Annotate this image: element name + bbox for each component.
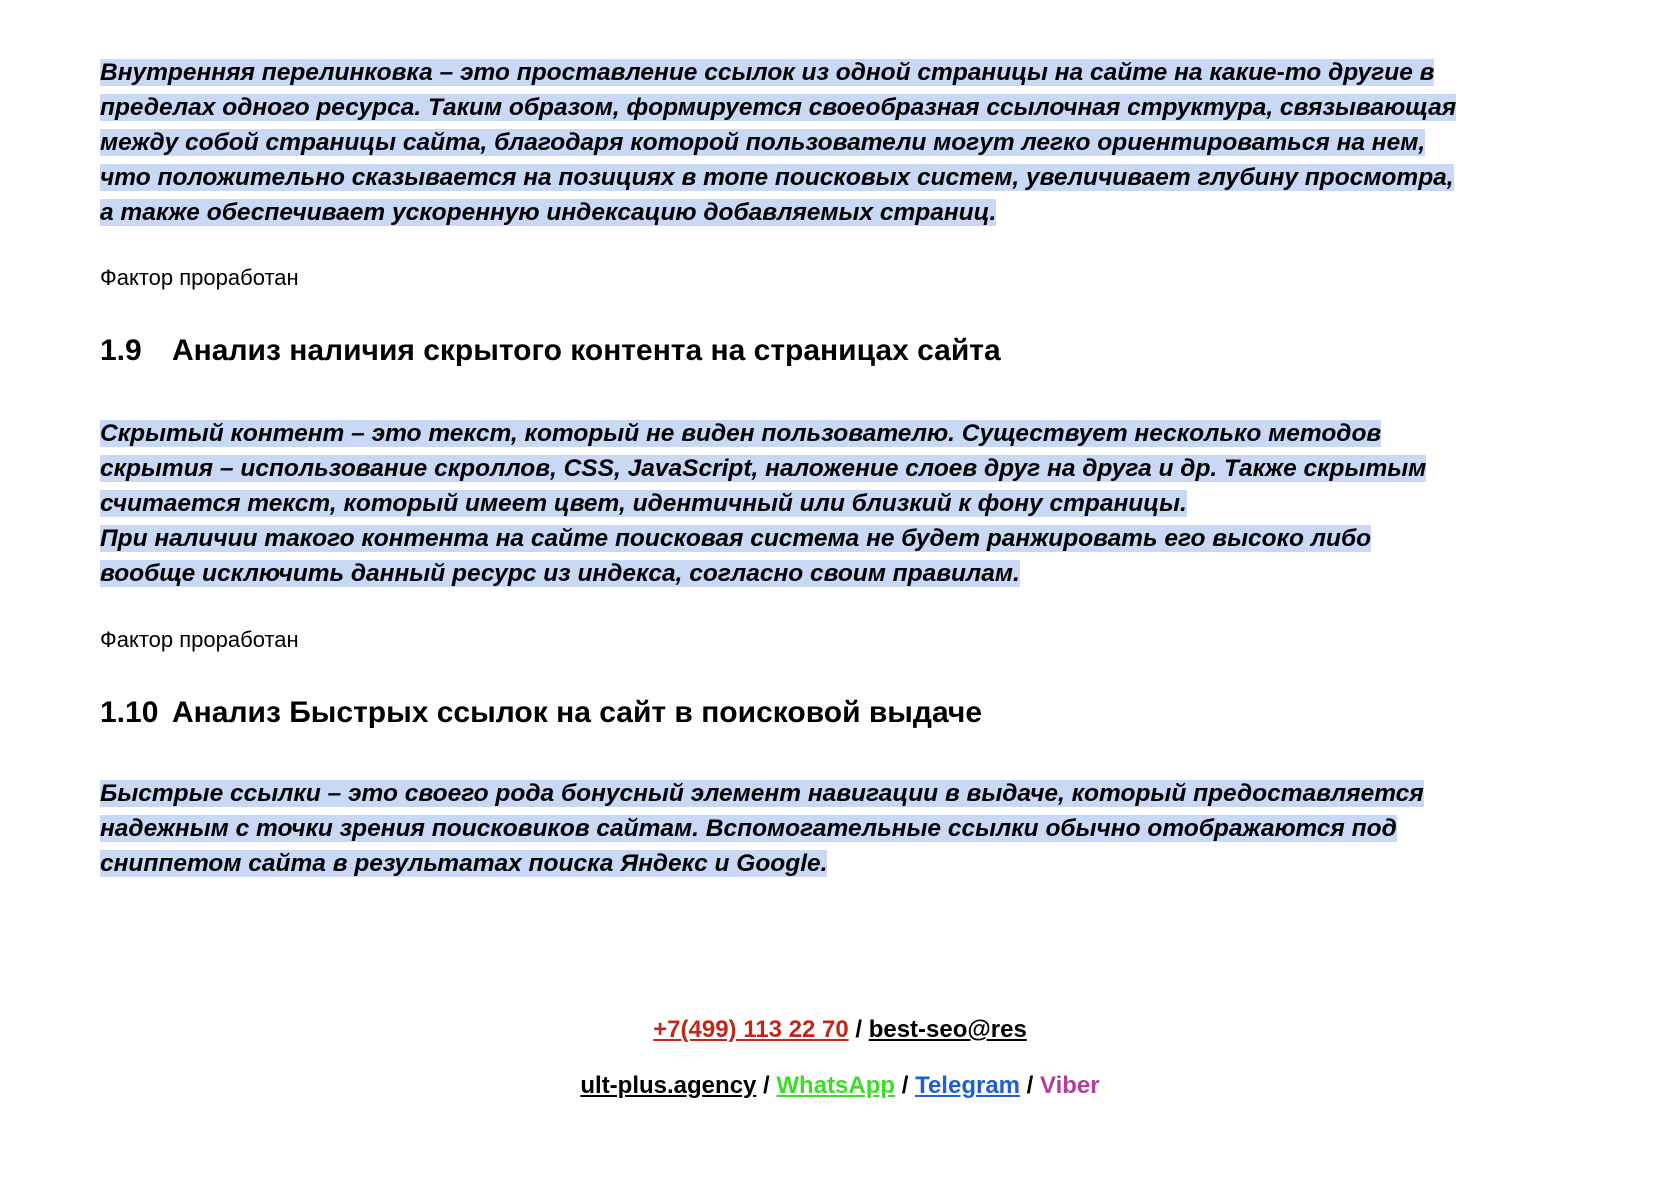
paragraph-line: между собой страницы сайта, благодаря которой пользователи могут легко ориентироваться на нем, <box>100 129 1426 156</box>
paragraph-line: вообще исключить данный ресурс из индекса, согласно своим правилам. <box>100 560 1020 587</box>
paragraph-line: сниппетом сайта в результатах поиска Яндекс и Google. <box>100 850 828 877</box>
paragraph-line: При наличии такого контента на сайте поисковая система не будет ранжировать его высоко либо <box>100 525 1372 552</box>
viber-link[interactable]: Viber <box>1040 1072 1100 1099</box>
separator: / <box>895 1072 916 1099</box>
separator: / <box>756 1072 777 1099</box>
paragraph-line: Быстрые ссылки – это своего рода бонусный элемент навигации в выдаче, который предоставляется <box>100 780 1424 807</box>
email-link-part1[interactable]: best-seo@res <box>868 1016 1027 1043</box>
paragraph-line: скрытия – использование скроллов, CSS, JavaScript, наложение слоев друг на друга и др. Также скрытым <box>100 455 1427 482</box>
section-title: Анализ наличия скрытого контента на страницах сайта <box>172 334 1001 367</box>
email-link-part2[interactable]: ult-plus.agency <box>580 1072 757 1099</box>
factor-status: Фактор проработан <box>100 265 299 290</box>
factor-status: Фактор проработан <box>100 627 299 652</box>
footer-contacts-line-1 <box>0 1015 1680 1045</box>
telegram-link[interactable]: Telegram <box>915 1072 1021 1099</box>
separator: / <box>1020 1072 1041 1099</box>
paragraph-line: Скрытый контент – это текст, который не виден пользователю. Существует несколько методов <box>100 420 1382 447</box>
footer-contacts-line-2 <box>0 1071 1680 1101</box>
quick-links-paragraph <box>100 776 1560 881</box>
separator: / <box>848 1016 869 1043</box>
section-number: 1.9 <box>100 334 142 367</box>
phone-link[interactable]: +7(499) 113 22 70 <box>653 1016 849 1043</box>
paragraph-line: надежным с точки зрения поисковиков сайтам. Вспомогательные ссылки обычно отображаются под <box>100 815 1397 842</box>
paragraph-line: что положительно сказывается на позициях в топе поисковых систем, увеличивает глубину просмотра, <box>100 164 1454 191</box>
intro-paragraph <box>100 55 1560 230</box>
section-number: 1.10 <box>100 696 159 729</box>
section-title: Анализ Быстрых ссылок на сайт в поисковой выдаче <box>172 696 982 729</box>
whatsapp-link[interactable]: WhatsApp <box>776 1072 896 1099</box>
paragraph-line: считается текст, который имеет цвет, идентичный или близкий к фону страницы. <box>100 490 1187 517</box>
paragraph-line: а также обеспечивает ускоренную индексацию добавляемых страниц. <box>100 199 997 226</box>
paragraph-line: пределах одного ресурса. Таким образом, формируется своеобразная ссылочная структура, связывающая <box>100 94 1457 121</box>
paragraph-line: Внутренняя перелинковка – это проставление ссылок из одной страницы на сайте на какие-то другие в <box>100 59 1435 86</box>
section-heading-1-10 <box>100 695 982 731</box>
hidden-content-paragraph <box>100 416 1560 591</box>
section-heading-1-9 <box>100 333 1001 369</box>
